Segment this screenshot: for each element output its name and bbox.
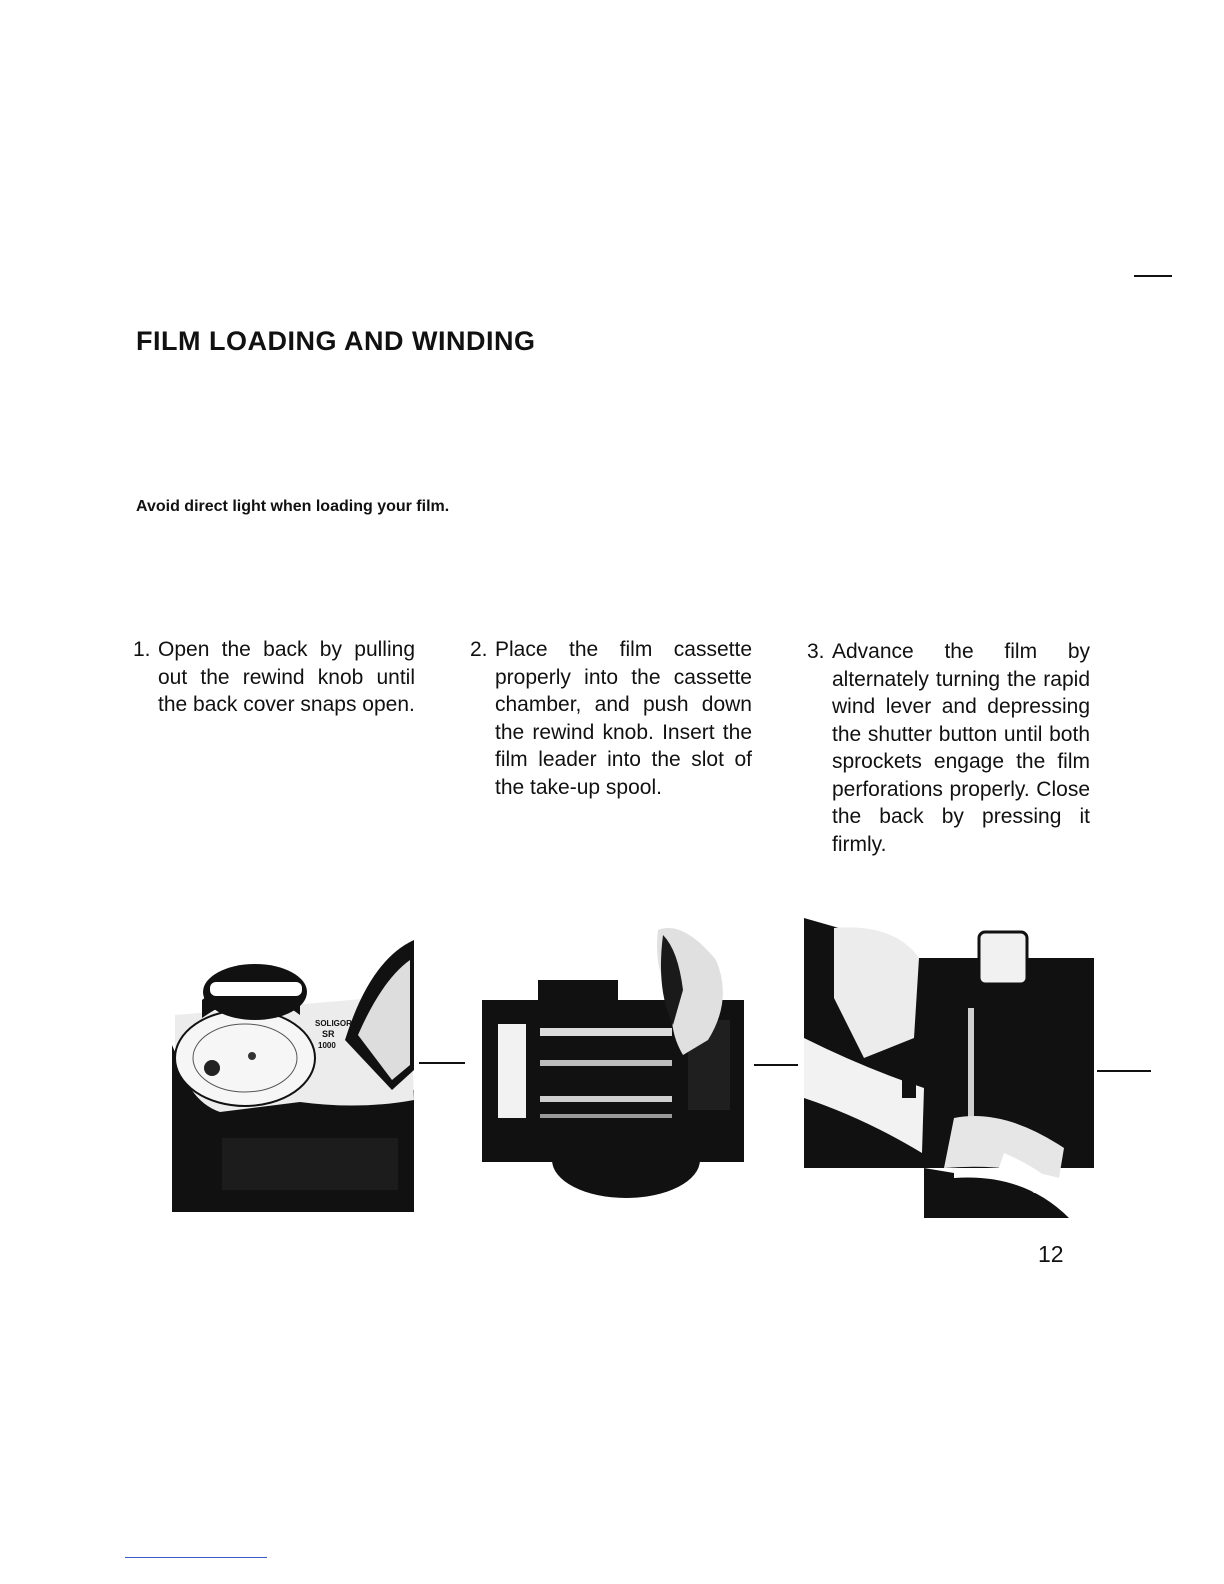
- edge-mark-right: [1097, 1070, 1151, 1072]
- camera-brand-label: SOLIGOR: [315, 1019, 352, 1028]
- step-number: 1.: [133, 638, 151, 661]
- step-text: Place the film cassette properly into the cassette chamber, and push down the rewind knob. Insert the film leader into the slot of the take-up spool.: [495, 638, 752, 799]
- photo-film-cassette: [478, 920, 753, 1198]
- step-text: Open the back by pulling out the rewind knob until the back cover snaps open.: [158, 638, 415, 716]
- edge-mark-top: [1134, 275, 1172, 277]
- photo-rewind-knob: [160, 940, 418, 1212]
- edge-mark-left: [419, 1062, 465, 1064]
- edge-mark-middle: [754, 1064, 798, 1066]
- step-3: [807, 638, 1090, 858]
- page-number: 12: [1038, 1241, 1064, 1267]
- step-number: 3.: [807, 640, 825, 663]
- photo-wind-lever: [804, 918, 1094, 1218]
- page-title: FILM LOADING AND WINDING: [136, 326, 536, 356]
- loading-note: Avoid direct light when loading your film.: [136, 498, 450, 515]
- camera-model-label: SR: [322, 1029, 335, 1039]
- step-1: [133, 636, 415, 719]
- footer-rule: [125, 1557, 267, 1558]
- step-text: Advance the film by alternately turning the rapid wind lever and depressing the shutter button until both sprockets engage the film perforations properly. Close the back by pressing it firmly.: [832, 640, 1090, 856]
- step-2: [470, 636, 752, 801]
- camera-model-number-label: 1000: [318, 1041, 336, 1050]
- step-number: 2.: [470, 638, 488, 661]
